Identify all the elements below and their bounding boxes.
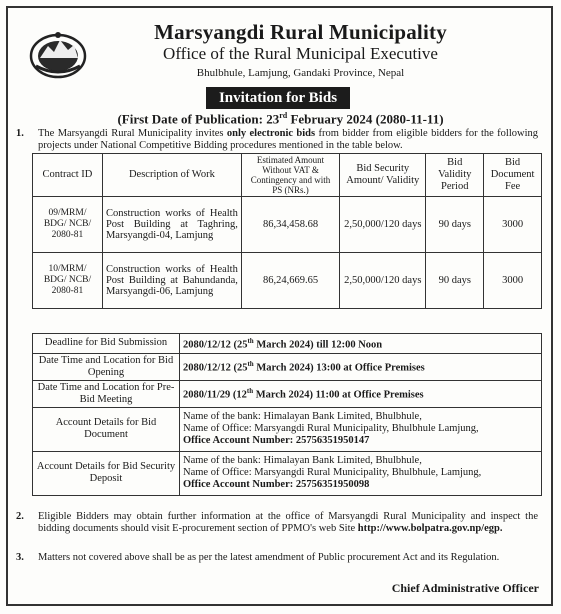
account-number: Office Account Number: 25756351950098	[183, 479, 370, 490]
office-name-line: Name of Office: Marsyangdi Rural Municipality, Bhulbhule, Lamjung,	[183, 467, 482, 478]
para-2-text: Eligible Bidders may obtain further information at the office of Marsyangdi Rural Municipality and inspect the bidding documents should visit E-procurement section of PPMO's web Site http://www.bolpatra.gov.np/egp.	[38, 511, 538, 534]
bid-document-account-label: Account Details for Bid Document	[33, 407, 180, 451]
table-row	[33, 197, 542, 253]
egp-link[interactable]: http://www.bolpatra.gov.np/egp.	[357, 523, 503, 534]
bank-name: Name of the bank: Himalayan Bank Limited, Bhulbhule,	[183, 455, 422, 466]
document-fee: 3000	[484, 197, 542, 253]
work-description: Construction works of Health Post Building at Taghring, Marsyangdi-04, Lamjung	[102, 197, 241, 253]
estimated-amount: 86,24,669.65	[241, 253, 339, 309]
security-account-row	[33, 451, 542, 495]
security-account-label: Account Details for Bid Security Deposit	[33, 451, 180, 495]
deadline-value: 2080/12/12 (25th March 2024) till 12:00 Noon	[180, 334, 542, 354]
table-row	[33, 253, 542, 309]
signatory-title: Chief Administrative Officer	[391, 581, 539, 595]
col-contract-id: Contract ID	[33, 154, 103, 197]
prebid-value: 2080/11/29 (12th March 2024) 11:00 at Office Premises	[180, 380, 542, 407]
para-2-number: 2.	[16, 511, 24, 522]
opening-value: 2080/12/12 (25th March 2024) 13:00 at Office Premises	[180, 353, 542, 380]
deadline-row	[33, 334, 542, 354]
publication-date: (First Date of Publication: 23rd February 2024 (2080-11-11)	[117, 111, 444, 127]
office-name: Office of the Rural Municipal Executive	[163, 44, 438, 63]
contract-id: 09/MRM/ BDG/ NCB/ 2080-81	[33, 197, 103, 253]
work-description: Construction works of Health Post Building at Bahundanda, Marsyangdi-06, Lamjung	[102, 253, 241, 309]
col-bid-security: Bid Security Amount/ Validity	[340, 154, 426, 197]
bid-details-table	[32, 333, 542, 496]
bank-name: Name of the bank: Himalayan Bank Limited, Bhulbhule,	[183, 411, 422, 422]
opening-label: Date Time and Location for Bid Opening	[33, 353, 180, 380]
col-description: Description of Work	[102, 154, 241, 197]
office-address: Bhulbhule, Lamjung, Gandaki Province, Nepal	[196, 67, 405, 79]
bid-security: 2,50,000/120 days	[340, 197, 426, 253]
office-name-line: Name of Office: Marsyangdi Rural Municipality, Bhulbhule Lamjung,	[183, 423, 479, 434]
col-validity-period: Bid Validity Period	[426, 154, 484, 197]
municipality-name: Marsyangdi Rural Municipality	[154, 20, 447, 44]
prebid-row	[33, 380, 542, 407]
para-3-number: 3.	[16, 552, 24, 563]
estimated-amount: 86,34,458.68	[241, 197, 339, 253]
security-account-value	[180, 451, 542, 495]
col-estimated-amount: Estimated Amount Without VAT & Contingency and with PS (NRs.)	[241, 154, 339, 197]
contract-id: 10/MRM/ BDG/ NCB/ 2080-81	[33, 253, 103, 309]
col-document-fee: Bid Document Fee	[484, 154, 542, 197]
opening-row	[33, 353, 542, 380]
deadline-label: Deadline for Bid Submission	[33, 334, 180, 354]
table-header-row	[33, 154, 542, 197]
para-1-text: The Marsyangdi Rural Municipality invites only electronic bids from bidder from eligible bidders for the following projects under National Competitive Bidding procedures mentioned in the table below.	[38, 128, 538, 151]
validity-period: 90 days	[426, 197, 484, 253]
bid-security: 2,50,000/120 days	[340, 253, 426, 309]
bid-document-account-value	[180, 407, 542, 451]
para-1-number: 1.	[16, 128, 24, 139]
account-number: Office Account Number: 25756351950147	[183, 435, 370, 446]
para-3-text: Matters not covered above shall be as per the latest amendment of Public procurement Act and its Regulation.	[38, 552, 500, 563]
validity-period: 90 days	[426, 253, 484, 309]
document-fee: 3000	[484, 253, 542, 309]
bid-document-account-row	[33, 407, 542, 451]
notice-title: Invitation for Bids	[206, 87, 350, 109]
projects-table	[32, 153, 542, 309]
prebid-label: Date Time and Location for Pre-Bid Meeting	[33, 380, 180, 407]
